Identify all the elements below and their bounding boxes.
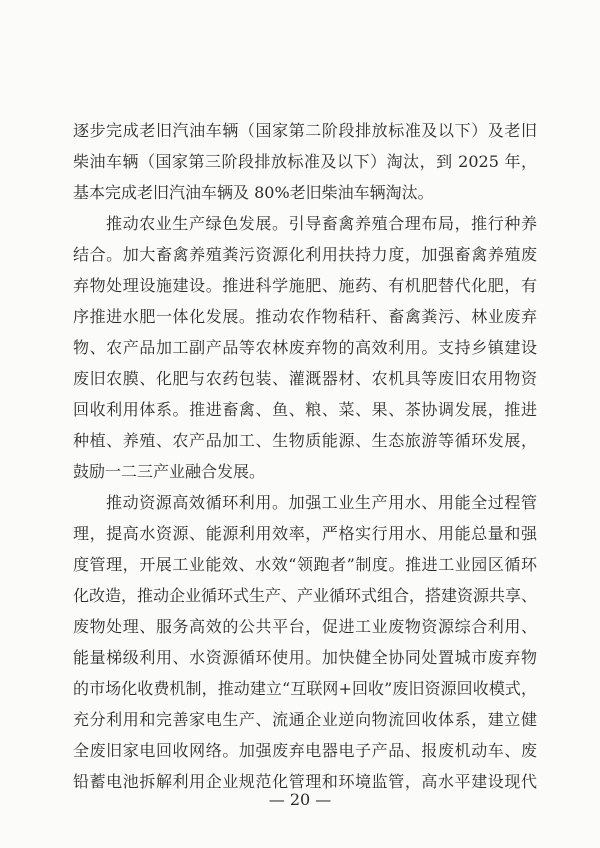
text-line: 柴油车辆（国家第三阶段排放标准及以下）淘汰，到 2025 年， xyxy=(73,152,537,171)
text-line: 全废旧家电回收网络。加强废弃电器电子产品、报废机动车、废 xyxy=(73,741,537,760)
text-line: 废物处理、服务高效的公共平台，促进工业废物资源综合利用、 xyxy=(73,617,537,636)
text-line: 废旧农膜、化肥与农药包装、灌溉器材、农机具等废旧农用物资 xyxy=(73,369,537,388)
text-line: 推动农业生产绿色发展。引导畜禽养殖合理布局，推行种养 xyxy=(106,214,537,233)
text-line: 鼓励一二三产业融合发展。 xyxy=(73,462,266,481)
text-line: 理，提高水资源、能源利用效率，严格实行用水、用能总量和强 xyxy=(73,524,537,543)
text-line: 逐步完成老旧汽油车辆（国家第二阶段排放标准及以下）及老旧 xyxy=(73,121,537,140)
text-line: 化改造，推动企业循环式生产、产业循环式组合，搭建资源共享、 xyxy=(73,586,538,605)
text-line: 的市场化收费机制，推动建立“互联网+回收”废旧资源回收模式， xyxy=(73,679,537,698)
text-line: 充分利用和完善家电生产、流通企业逆向物流回收体系，建立健 xyxy=(73,710,537,729)
text-line: 弃物处理设施建设。推进科学施肥、施药、有机肥替代化肥，有 xyxy=(73,276,537,295)
paragraph xyxy=(73,115,537,208)
text-line: 结合。加大畜禽养殖粪污资源化利用扶持力度，加强畜禽养殖废 xyxy=(73,245,537,264)
text-line: 基本完成老旧汽油车辆及 80%老旧柴油车辆淘汰。 xyxy=(73,183,434,202)
paragraph xyxy=(73,487,537,797)
text-line: 能量梯级利用、水资源循环使用。加快健全协同处置城市废弃物 xyxy=(73,648,537,667)
document-body xyxy=(73,115,537,797)
text-line: 回收利用体系。推进畜禽、鱼、粮、菜、果、茶协调发展，推进 xyxy=(73,400,537,419)
text-line: 种植、养殖、农产品加工、生物质能源、生态旅游等循环发展， xyxy=(73,431,537,450)
text-line: 物、农产品加工副产品等农林废弃物的高效利用。支持乡镇建设 xyxy=(73,338,537,357)
paragraph xyxy=(73,208,537,487)
text-line: 序推进水肥一体化发展。推动农作物秸秆、畜禽粪污、林业废弃 xyxy=(73,307,537,326)
text-line: 铅蓄电池拆解利用企业规范化管理和环境监管，高水平建设现代 xyxy=(73,772,537,791)
text-line: 度管理，开展工业能效、水效“领跑者”制度。推进工业园区循环 xyxy=(73,555,537,574)
text-line: 推动资源高效循环利用。加强工业生产用水、用能全过程管 xyxy=(106,493,537,512)
page-number: — 20 — xyxy=(268,790,332,809)
